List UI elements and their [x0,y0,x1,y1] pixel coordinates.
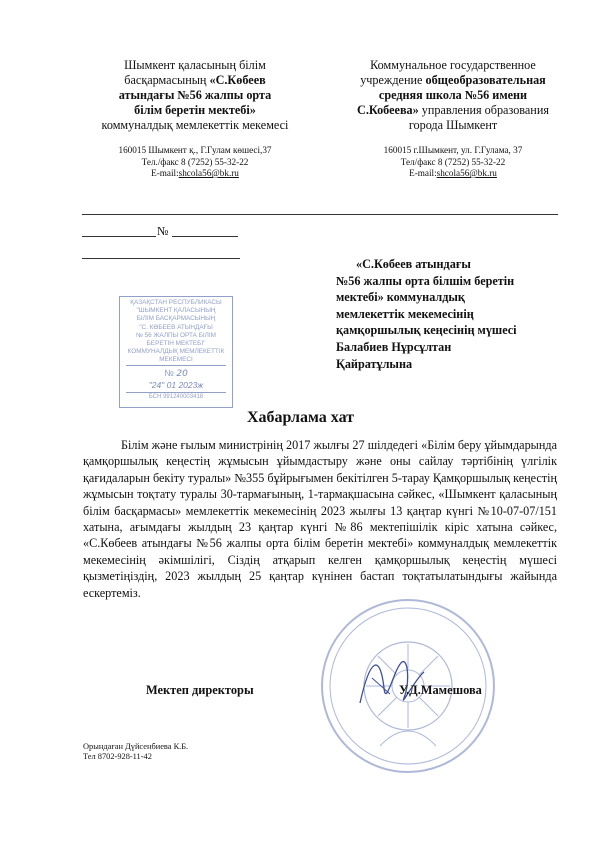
header-left-line2 [70,73,320,88]
header-right-line4 [322,103,584,118]
header-divider-line [82,214,558,215]
stamp-line: КОММУНАЛДЫҚ МЕМЛЕКЕТТІК [127,348,225,356]
header-left-line2-bold: «С.Көбеев [209,73,266,87]
header-left-line2-pre: басқармасының [124,73,210,87]
header-left-line5: коммуналдық мемлекеттік мекемесі [101,118,289,132]
header-right-line4-bold: С.Кобеева» [357,103,419,117]
addressee-line: Балабиев Нұрсұлтан [336,339,452,354]
header-right-phone: Тел/факс 8 (7252) 55-32-22 [400,156,506,167]
header-left-line1: Шымкент қаласының білім [124,58,266,72]
signature-name: У.Д.Мамешова [399,683,482,697]
stamp-line: "С. КӨБЕЕВ АТЫНДАҒЫ [139,323,213,331]
header-right-email-line [322,168,584,180]
letter-title: Хабарлама хат [246,409,355,426]
stamp-line: ҚАЗАҚСТАН РЕСПУБЛИКАСЫ [130,299,222,306]
header-right-email-link[interactable]: shcola56@bk.ru [436,168,497,178]
addressee-line: мемлекеттік мекемесінің [336,306,474,321]
stamp-line: "ШЫМКЕНТ ҚАЛАСЫНЫҢ [136,307,216,315]
header-right-line2-pre: учреждение [360,73,426,87]
header-left-email-line [70,168,320,180]
header-left-line4 [70,103,320,118]
header-right-line1: Коммунальное государственное [370,58,536,72]
header-left-email-label: E-mail: [151,168,179,178]
header-right-contacts [322,145,584,180]
header-left-phone: Тел./факс 8 (7252) 55-32-22 [141,156,249,167]
header-left-contacts [70,145,320,180]
addressee-line: «С.Көбеев атындағы [356,257,471,271]
ref-date-blank [82,236,156,237]
addressee-line: №56 жалпы орта білшім беретін [336,273,515,288]
stamp-bin: БСН 991240003418 [126,392,226,401]
stamp-line: БІЛІМ БАСҚАРМАСЫНЫҢ [136,315,216,323]
footer-executor: Орындаған Дүйсенбиева К.Б. [83,742,189,751]
registration-stamp [119,296,233,408]
ref-number-sign: № [157,224,169,238]
header-left-line3 [70,88,320,103]
addressee-line: Қайратұлына [336,356,413,371]
header-left-line3-bold: атындағы №56 жалпы орта [118,88,272,102]
header-right-line2-bold: общеобразовательная [425,73,546,87]
header-right-line2 [322,73,584,88]
header-right-line4-post: управления образования [418,103,549,117]
header-right-address: 160015 г.Шымкент, ул. Г.Гулама, 37 [383,145,523,155]
header-right-line3-bold: средняя школа №56 имени [378,88,528,102]
stamp-number-row [120,368,232,380]
header-left-line4-bold: білім беретін мектебі» [134,103,256,117]
header-right-line5: города Шымкент [408,118,498,132]
stamp-line: МЕКЕМЕСІ [126,356,226,365]
header-right-line3 [322,88,584,103]
ref-number-blank [172,236,238,237]
header-left [70,58,320,133]
footer [83,742,188,762]
addressee-block [336,256,576,372]
header-right-email-label: E-mail: [409,168,437,178]
ref-second-blank [82,258,240,259]
stamp-line: БЕРЕТІН МЕКТЕБІ" [146,340,206,348]
footer-phone: Тел 8702-928-11-42 [83,752,152,761]
signature-position: Мектеп директоры [146,683,254,697]
addressee-line: мектебі» коммуналдық [336,290,465,305]
header-left-address: 160015 Шымкент қ., Г.Гулам көшесі,37 [118,145,272,155]
stamp-number-value: 20 [176,368,188,379]
letter-body: Білім және ғылым министрінің 2017 жылғы 27 шілдедегі «Білім беру ұйымдарында қамқоршылық кеңестің жұмысын ұйымдастыру және оны сайлау тәртібінің үлгілік қағидаларын бекіту туралы» №355 бұйрығымен бекітілген 5-тарау Қамқоршылық кеңестің жұмысын тоқтату туралы 30-тармағының, 1-тармақшасына сәйкес, «Шымкент қаласының білім басқармасы» мемлекеттік мекемесінің 2023 жылғы 13 қаңтар күнгі №10-07-07/151 хатына, ағымдағы жылдың 23 қаңтар күнгі №86 мектепішілік кіріс хатына сәйкес, «С.Көбеев атындағы №56 жалпы орта білім беретін мектебі» коммуналдық мемлекеттік мекемесінің әкімшілігі, Сіздің атқарып келген қамқоршылық кеңестің мүшесі қызметіңіздің, 2023 жылдың 25 қаңтар күнінен бастап тоқтатылатындығы жайында ескертеміз. [83,438,557,600]
stamp-number-label: № [164,367,174,378]
stamp-line: № 56 ЖАЛПЫ ОРТА БІЛІМ [136,331,216,339]
addressee-line: қамқоршылық кеңесінің мүшесі [336,323,517,338]
stamp-date: "24" 01 2023ж [148,379,204,390]
header-left-email-link[interactable]: shcola56@bk.ru [178,168,239,178]
header-right [322,58,584,133]
